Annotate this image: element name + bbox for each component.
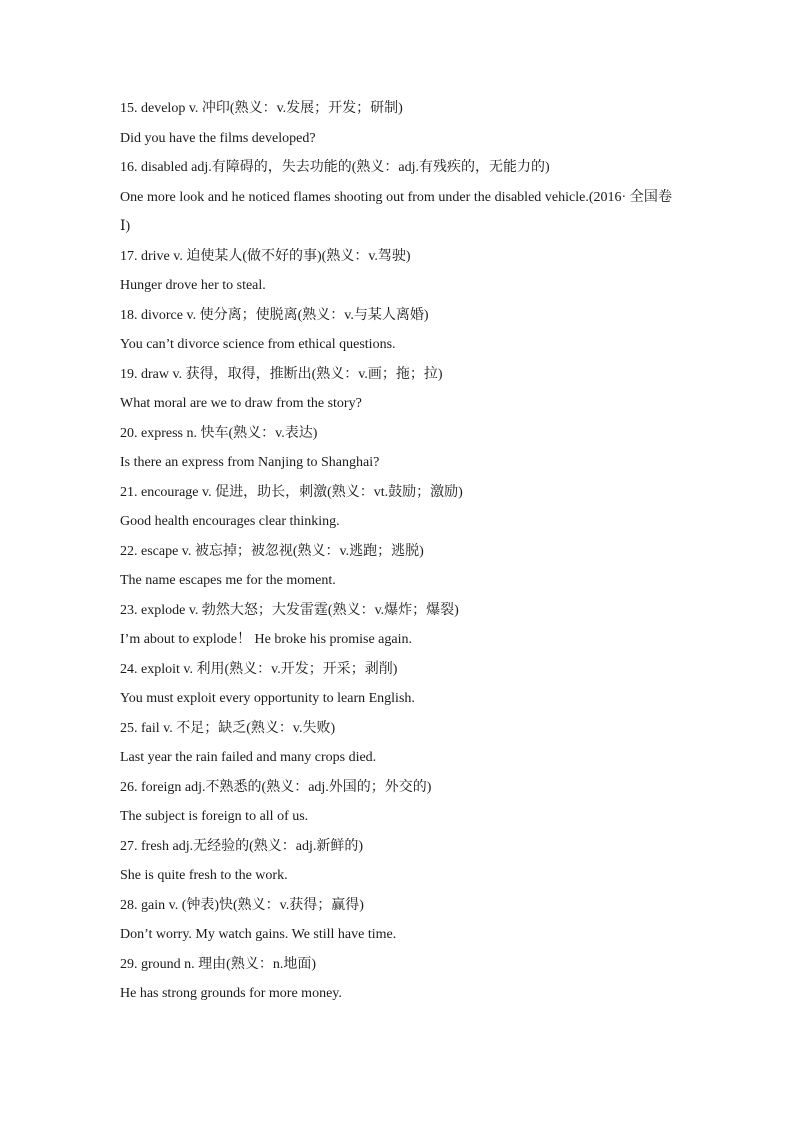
- entry-headword: 26. foreign adj.不熟悉的(熟义：adj.外国的；外交的): [120, 779, 432, 795]
- entry-headword: 23. explode v. 勃然大怒；大发雷霆(熟义：v.爆炸；爆裂): [120, 602, 459, 618]
- entry-example: I’m about to explode！ He broke his promise again.: [120, 632, 412, 647]
- vocab-entry-drive: [120, 242, 672, 301]
- entry-headword: 19. draw v. 获得，取得，推断出(熟义：v.画；拖；拉): [120, 366, 443, 382]
- entry-headword: 20. express n. 快车(熟义：v.表达): [120, 425, 318, 441]
- entry-example: The name escapes me for the moment.: [120, 573, 336, 588]
- entry-headword: 29. ground n. 理由(熟义：n.地面): [120, 956, 316, 972]
- vocab-entry-draw: [120, 360, 672, 419]
- vocab-entry-exploit: [120, 655, 672, 714]
- entry-example: Don’t worry. My watch gains. We still have time.: [120, 927, 397, 942]
- entry-example: The subject is foreign to all of us.: [120, 809, 309, 824]
- entry-headword: 25. fail v. 不足；缺乏(熟义：v.失败): [120, 720, 336, 736]
- entry-headword: 21. encourage v. 促进，助长，刺激(熟义：vt.鼓励；激励): [120, 484, 463, 500]
- vocab-entry-foreign: [120, 773, 672, 832]
- entry-example: You must exploit every opportunity to learn English.: [120, 691, 415, 706]
- entry-headword: 27. fresh adj.无经验的(熟义：adj.新鲜的): [120, 838, 364, 854]
- vocab-entry-develop: [120, 94, 672, 153]
- entry-example: One more look and he noticed flames shooting out from under the disabled vehicle.(2016· 全国卷Ⅰ): [120, 189, 672, 234]
- entry-headword: 16. disabled adj.有障碍的，失去功能的(熟义：adj.有残疾的，无能力的): [120, 160, 550, 175]
- entry-example: She is quite fresh to the work.: [120, 868, 288, 883]
- entry-example: What moral are we to draw from the story?: [120, 396, 362, 411]
- vocab-entry-encourage: [120, 478, 672, 537]
- vocab-entry-express: [120, 419, 672, 478]
- vocab-entry-explode: [120, 596, 672, 655]
- entry-headword: 18. divorce v. 使分离；使脱离(熟义：v.与某人离婚): [120, 307, 429, 323]
- vocab-entry-divorce: [120, 301, 672, 360]
- document-page: [120, 94, 672, 1009]
- entry-example: Is there an express from Nanjing to Shanghai?: [120, 455, 380, 470]
- vocab-entry-disabled: [120, 153, 672, 242]
- entry-headword: 22. escape v. 被忘掉；被忽视(熟义：v.逃跑；逃脱): [120, 543, 424, 559]
- entry-example: Good health encourages clear thinking.: [120, 514, 340, 529]
- entry-example: Hunger drove her to steal.: [120, 278, 266, 293]
- vocab-entry-fail: [120, 714, 672, 773]
- entry-example: Last year the rain failed and many crops died.: [120, 750, 377, 765]
- vocab-entry-escape: [120, 537, 672, 596]
- entry-example: He has strong grounds for more money.: [120, 986, 342, 1001]
- entry-headword: 28. gain v. (钟表)快(熟义：v.获得；赢得): [120, 897, 364, 913]
- entry-headword: 24. exploit v. 利用(熟义：v.开发；开采；剥削): [120, 661, 398, 677]
- vocab-entry-ground: [120, 950, 672, 1009]
- vocab-entry-fresh: [120, 832, 672, 891]
- entry-example: Did you have the films developed?: [120, 130, 316, 146]
- entry-headword: 17. drive v. 迫使某人(做不好的事)(熟义：v.驾驶): [120, 248, 411, 264]
- entry-headword: 15. develop v. 冲印(熟义：v.发展；开发；研制): [120, 101, 403, 116]
- vocab-entry-gain: [120, 891, 672, 950]
- entry-example: You can’t divorce science from ethical questions.: [120, 337, 396, 352]
